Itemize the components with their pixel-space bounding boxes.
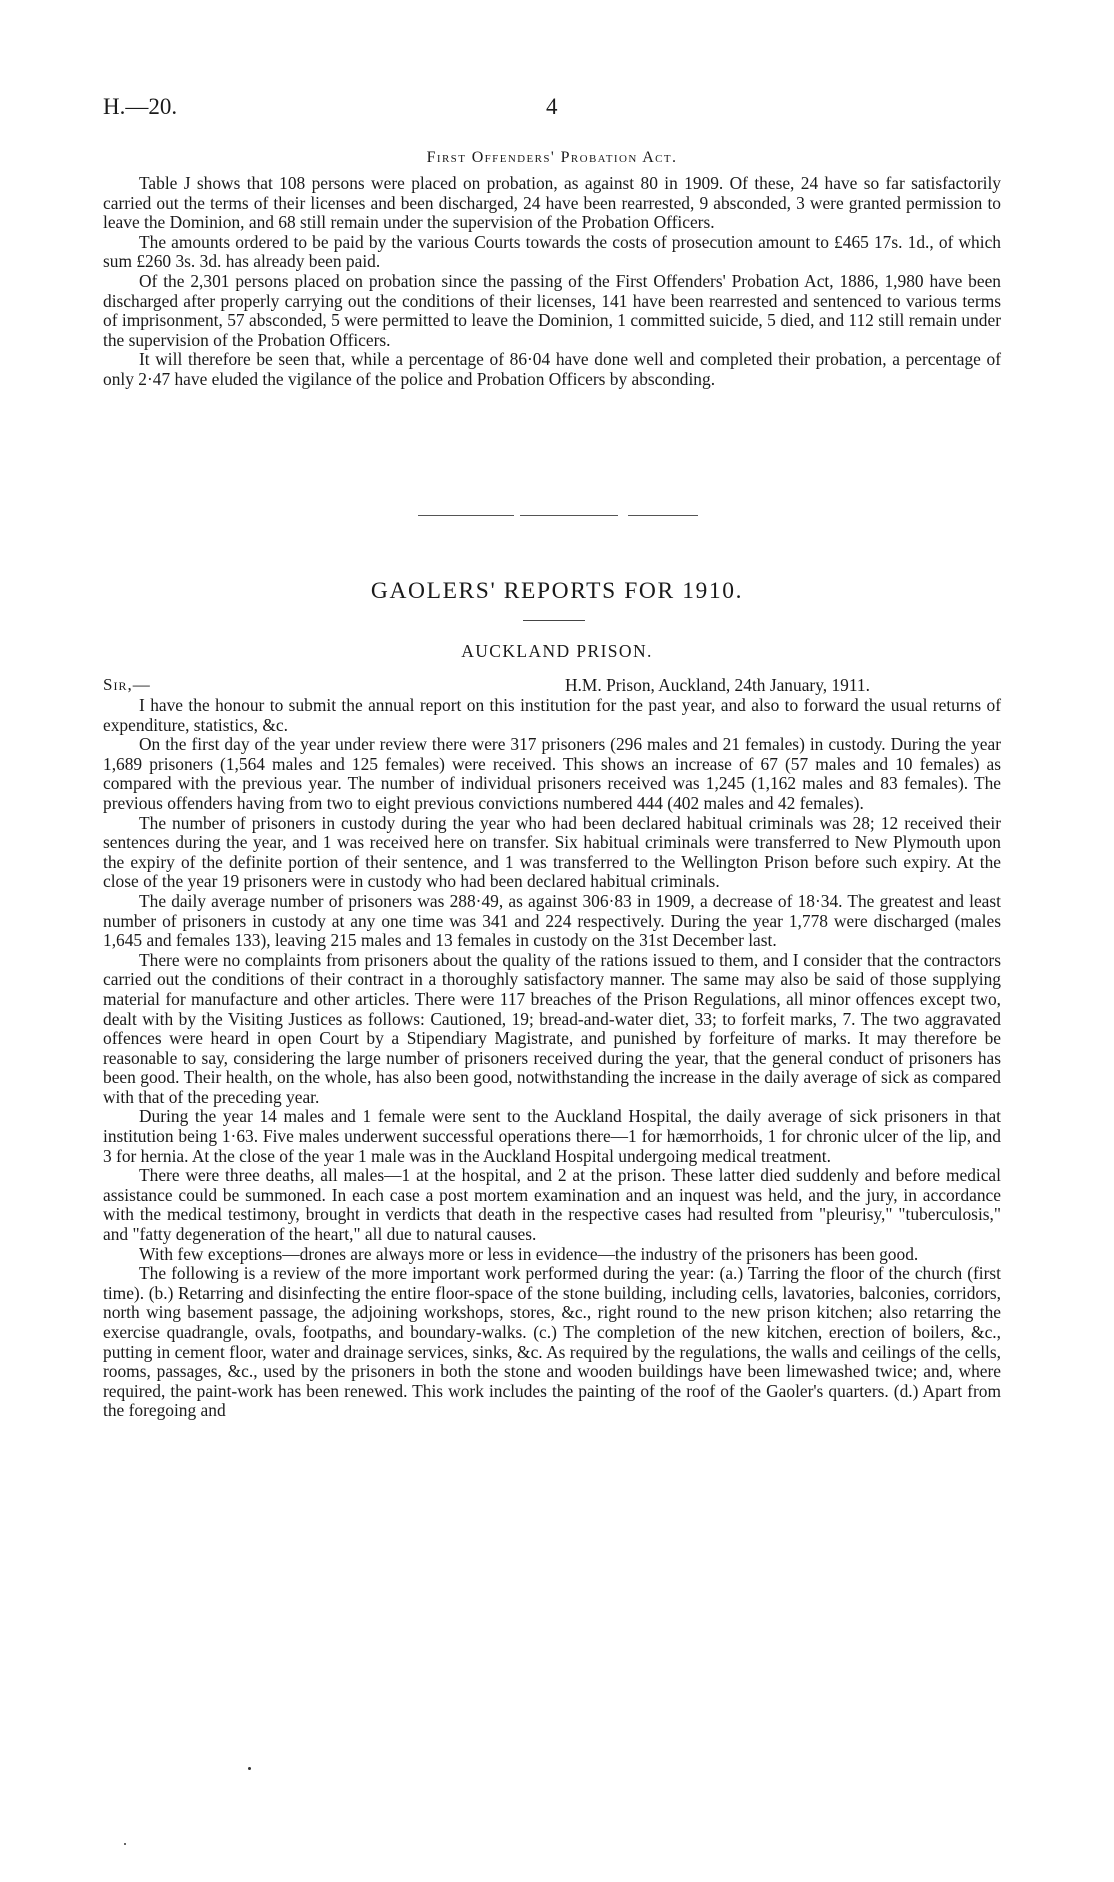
paragraph: On the first day of the year under review there were 317 prisoners (296 males and 21 females) in custody. During the year 1,689 prisoners (1,564 males and 125 females) were received. This shows an increase of 67 (57 males and 10 females) as compared with the previous year. The number of individual prisoners received was 1,245 (1,162 males and 83 females). The previous offenders having from two to eight previous convictions numbered 444 (402 males and 42 females).	[103, 734, 1001, 813]
print-speck	[124, 1843, 126, 1845]
section-divider	[628, 515, 698, 516]
paragraph: I have the honour to submit the annual report on this institution for the past year, and also to forward the usual returns of expenditure, statistics, &c.	[103, 695, 1001, 735]
dateline: H.M. Prison, Auckland, 24th January, 1911.	[565, 675, 870, 695]
title-rule	[523, 620, 585, 621]
paragraph: It will therefore be seen that, while a percentage of 86·04 have done well and completed their probation, a percentage of only 2·47 have eluded the vigilance of the police and Probation Officers by absconding.	[103, 349, 1001, 389]
paragraph: During the year 14 males and 1 female were sent to the Auckland Hospital, the daily average of sick prisoners in that institution being 1·63. Five males underwent successful operations there—1 for hæmorrhoids, 1 for chronic ulcer of the lip, and 3 for hernia. At the close of the year 1 male was in the Auckland Hospital undergoing medical treatment.	[103, 1106, 1001, 1166]
report-body	[103, 696, 1001, 1421]
print-speck	[248, 1767, 251, 1770]
salutation: Sir,—	[103, 675, 151, 694]
document-code: H.—20.	[103, 94, 178, 119]
section-divider	[520, 515, 618, 516]
paragraph: There were no complaints from prisoners about the quality of the rations issued to them, and I consider that the contractors carried out the conditions of their contract in a thoroughly satisfactory manner. The same may also be said of those supplying material for manufacture and other articles. There were 117 breaches of the Prison Regulations, all minor offences except two, dealt with by the Visiting Justices as follows: Cautioned, 19; bread-and-water diet, 33; to forfeit marks, 7. The two aggravated offences were heard in open Court by a Stipendiary Magistrate, and punished by forfeiture of marks. It may therefore be reasonable to say, considering the large number of prisoners received during the year, that the general conduct of prisoners has been good. Their health, on the whole, has also been good, notwithstanding the increase in the daily average of sick as compared with that of the preceding year.	[103, 949, 1001, 1107]
paragraph: The daily average number of prisoners was 288·49, as against 306·83 in 1909, a decrease of 18·34. The greatest and least number of prisoners in custody at any one time was 341 and 224 respectively. During the year 1,778 were discharged (males 1,645 and females 133), leaving 215 males and 13 females in custody on the 31st December last.	[103, 890, 1001, 951]
paragraph: The amounts ordered to be paid by the various Courts towards the costs of prosecution amount to £465 17s. 1d., of which sum £260 3s. 3d. has already been paid.	[103, 231, 1001, 272]
paragraph: Table J shows that 108 persons were placed on probation, as against 80 in 1909. Of these, 24 have so far satisfactorily carried out the terms of their licenses and been discharged, 24 have been rearrested, 9 absconded, 3 were granted permission to leave the Dominion, and 68 still remain under the supervision of the Probation Officers.	[103, 173, 1001, 233]
prison-heading: AUCKLAND PRISON.	[461, 641, 653, 661]
paragraph: With few exceptions—drones are always more or less in evidence—the industry of the prisoners has been good.	[139, 1243, 919, 1264]
probation-section	[103, 149, 1001, 390]
paragraph: There were three deaths, all males—1 at the hospital, and 2 at the prison. These latter died suddenly and before medical assistance could be summoned. In each case a post mortem examination and an inquest was held, and the jury, in accordance with the medical testimony, brought in verdicts that death in the respective cases had resulted from "pleurisy," "tuberculosis," and "fatty degeneration of the heart," all due to natural causes.	[103, 1165, 1001, 1245]
paragraph: Of the 2,301 persons placed on probation since the passing of the First Offenders' Probation Act, 1886, 1,980 have been discharged after properly carrying out the conditions of their licenses, 141 have been rearrested and sentenced to various terms of imprisonment, 57 absconded, 5 were permitted to leave the Dominion, 1 committed suicide, 5 died, and 112 still remain under the supervision of the Probation Officers.	[103, 270, 1001, 350]
paragraph: The number of prisoners in custody during the year who had been declared habitual criminals was 28; 12 received their sentences during the year, and 1 was received here on transfer. Six habitual criminals were transferred to New Plymouth upon the expiry of the definite portion of their sentence, and 1 was transferred to the Wellington Prison before such expiry. At the close of the year 19 prisoners were in custody who had been declared habitual criminals.	[103, 812, 1001, 892]
paragraph: The following is a review of the more important work performed during the year: (a.) Tarring the floor of the church (first time). (b.) Retarring and disinfecting the entire floor-space of the stone building, including cells, lavatories, balconies, corridors, north wing basement passage, the adjoining workshops, stores, &c., right round to the new prison kitchen; also retarring the exercise quadrangle, ovals, footpaths, and boundary-walks. (c.) The completion of the new kitchen, erection of boilers, &c., putting in cement floor, water and drainage services, sinks, &c. As required by the regulations, the walls and ceilings of the cells, rooms, passages, &c., used by the prisoners in both the stone and wooden buildings have been limewashed twice; and, where required, the paint-work has been renewed. This work includes the painting of the roof of the Gaoler's quarters. (d.) Apart from the foregoing and	[103, 1263, 1001, 1421]
page-title: GAOLERS' REPORTS FOR 1910.	[370, 578, 744, 604]
page-number: 4	[546, 94, 558, 119]
section-heading: First Offenders' Probation Act.	[426, 149, 678, 166]
section-divider	[418, 515, 514, 516]
